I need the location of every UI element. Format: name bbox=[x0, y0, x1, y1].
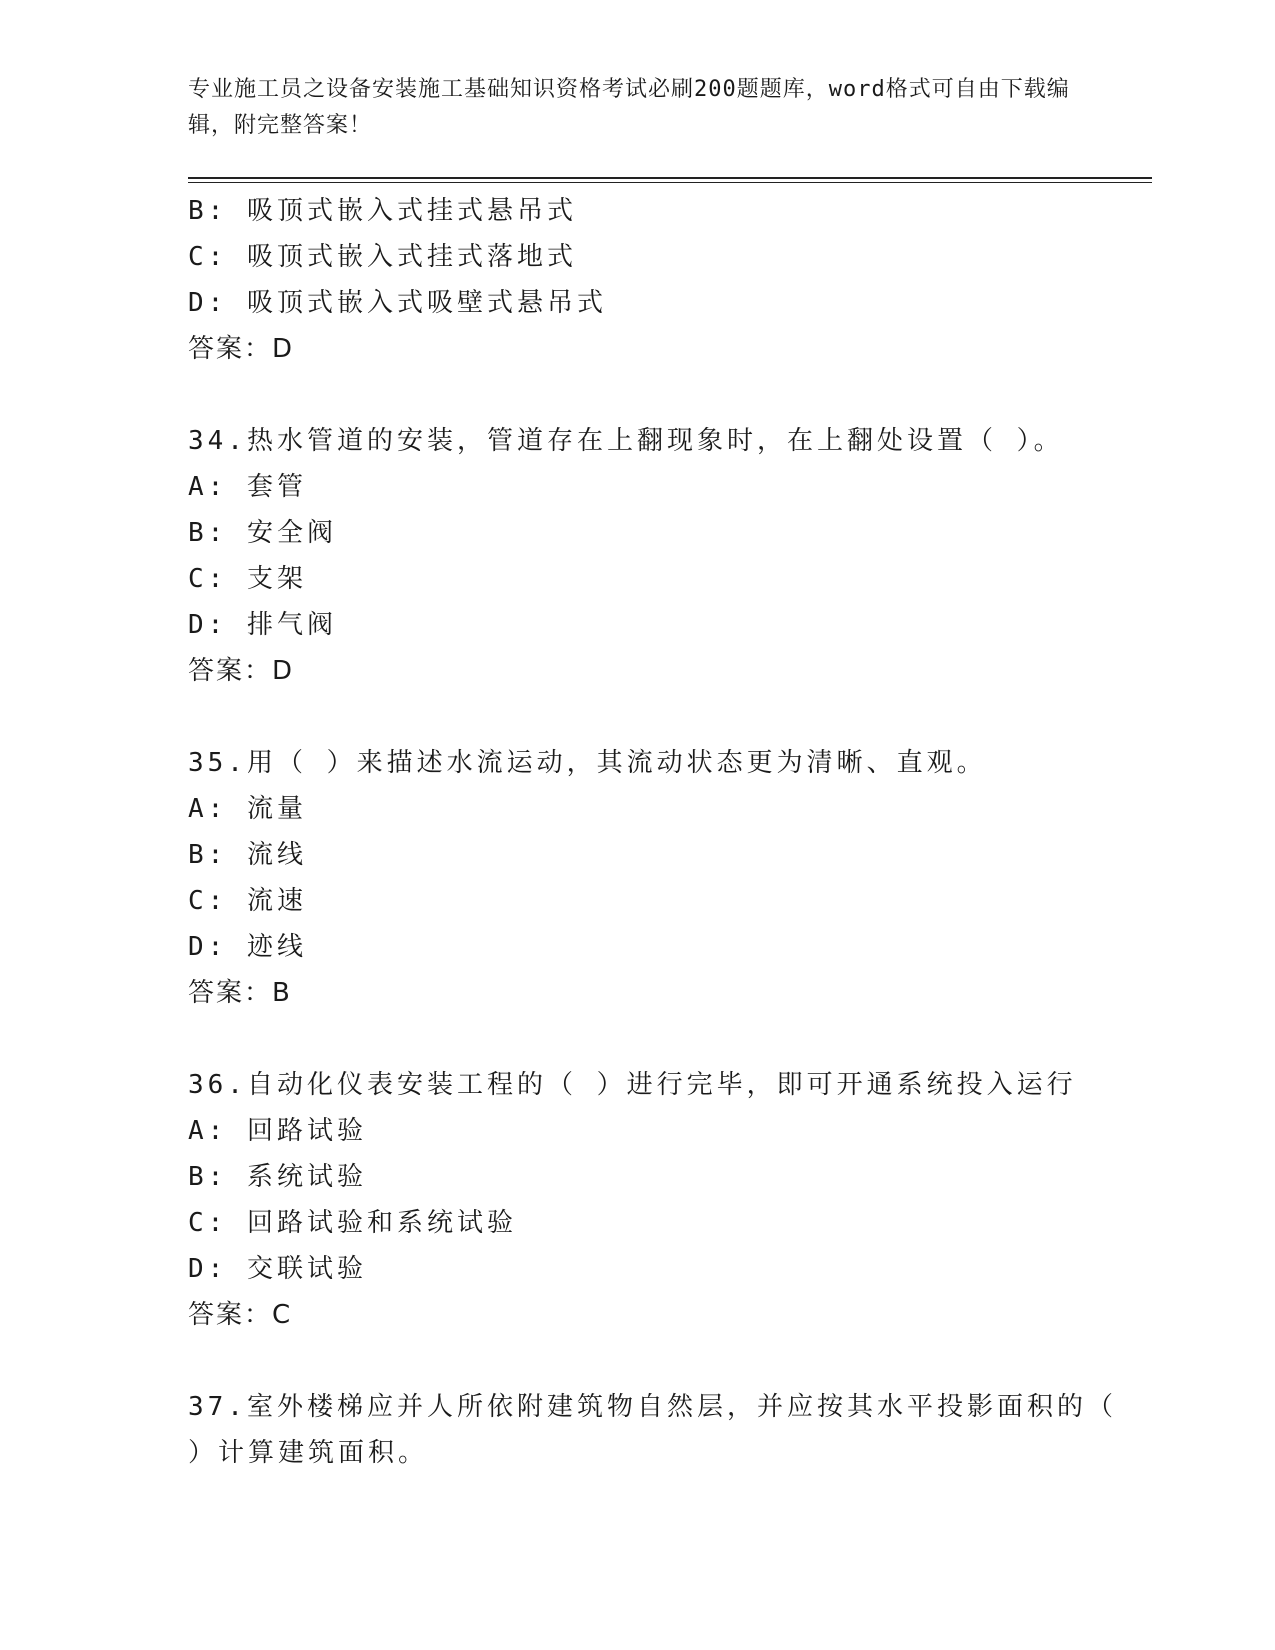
option-a: A: 回路试验 bbox=[188, 1116, 367, 1146]
answer-line: 答案：D bbox=[188, 334, 295, 364]
question-34 bbox=[188, 418, 1088, 694]
spacer bbox=[188, 372, 1088, 418]
option-d: D: 排气阀 bbox=[188, 610, 337, 640]
question-title: 35.用（ ）来描述水流运动，其流动状态更为清晰、直观。 bbox=[188, 748, 987, 778]
answer-line: 答案：D bbox=[188, 656, 295, 686]
option-d: D: 迹线 bbox=[188, 932, 307, 962]
spacer bbox=[188, 694, 1088, 740]
header-divider-thick bbox=[188, 177, 1152, 179]
header-divider-thin bbox=[188, 182, 1152, 183]
option-c: C: 回路试验和系统试验 bbox=[188, 1208, 517, 1238]
spacer bbox=[188, 1016, 1088, 1062]
question-title-line-1: 37.室外楼梯应并人所依附建筑物自然层，并应按其水平投影面积的（ bbox=[188, 1392, 1117, 1422]
option-a: A: 套管 bbox=[188, 472, 307, 502]
option-c: C: 流速 bbox=[188, 886, 307, 916]
partial-question bbox=[188, 188, 1088, 372]
option-a: A: 流量 bbox=[188, 794, 307, 824]
question-36 bbox=[188, 1062, 1088, 1338]
spacer bbox=[188, 1338, 1088, 1384]
question-list bbox=[188, 188, 1117, 1476]
question-title: 36.自动化仪表安装工程的（ ）进行完毕，即可开通系统投入运行 bbox=[188, 1070, 1077, 1100]
option-b: B: 吸顶式嵌入式挂式悬吊式 bbox=[188, 196, 577, 226]
question-37 bbox=[188, 1384, 1117, 1476]
option-b: B: 系统试验 bbox=[188, 1162, 367, 1192]
option-c: C: 支架 bbox=[188, 564, 307, 594]
document-intro: 专业施工员之设备安装施工基础知识资格考试必刷200题题库，word格式可自由下载编辑，附完整答案！ bbox=[188, 77, 1070, 138]
answer-line: 答案：C bbox=[188, 1300, 293, 1330]
answer-line: 答案：B bbox=[188, 978, 292, 1008]
option-b: B: 流线 bbox=[188, 840, 307, 870]
question-title-line-2: ）计算建筑面积。 bbox=[188, 1438, 429, 1468]
question-title: 34.热水管道的安装，管道存在上翻现象时，在上翻处设置（ ）。 bbox=[188, 426, 1064, 456]
option-d: D: 吸顶式嵌入式吸壁式悬吊式 bbox=[188, 288, 607, 318]
option-d: D: 交联试验 bbox=[188, 1254, 367, 1284]
option-b: B: 安全阀 bbox=[188, 518, 337, 548]
option-c: C: 吸顶式嵌入式挂式落地式 bbox=[188, 242, 577, 272]
question-35 bbox=[188, 740, 1088, 1016]
